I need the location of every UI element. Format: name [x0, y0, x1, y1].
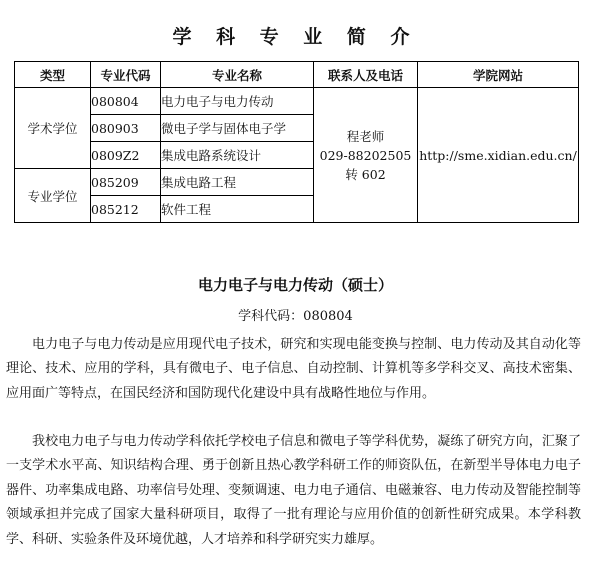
header-website: 学院网站: [418, 62, 579, 88]
header-type: 类型: [15, 62, 91, 88]
table-header-row: [15, 62, 579, 88]
program-name: 集成电路系统设计: [161, 142, 314, 169]
program-name: 集成电路工程: [161, 169, 314, 196]
contact-name: 程老师: [346, 128, 385, 144]
program-name: 微电子学与固体电子学: [161, 115, 314, 142]
header-code: 专业代码: [91, 62, 161, 88]
degree-type-professional: 专业学位: [15, 169, 91, 223]
programs-table: [14, 61, 579, 223]
program-name: 软件工程: [161, 196, 314, 223]
page-title: 学 科 专 业 简 介: [172, 26, 419, 48]
program-code: 080903: [91, 115, 161, 142]
degree-type-academic: 学术学位: [15, 88, 91, 169]
table-row: [15, 88, 579, 115]
program-code: 080804: [91, 88, 161, 115]
header-name: 专业名称: [161, 62, 314, 88]
program-code: 0809Z2: [91, 142, 161, 169]
intro-paragraph: 我校电力电子与电力传动学科依托学校电子信息和微电子等学科优势，凝练了研究方向，汇聚了一支学术水平高、知识结构合理、勇于创新且热心教学科研工作的师资队伍，在新型半导体电力电子器件、功率集成电路、功率信号处理、变频调速、电力电子通信、电磁兼容、电力传动及智能控制等领域承担并完成了国家大量科研项目，取得了一批有理论与应用价值的创新性研究成果。本学科教学、科研、实验条件及环境优越，人才培养和科学研究实力雄厚。: [6, 434, 581, 547]
program-name: 电力电子与电力传动: [161, 88, 314, 115]
contact-phone: 029-88202505: [319, 147, 412, 163]
contact-cell: [314, 88, 418, 223]
header-contact: 联系人及电话: [314, 62, 418, 88]
intro-paragraph: 电力电子与电力传动是应用现代电子技术，研究和实现电能变换与控制、电力传动及其自动化等理论、技术、应用的学科，具有微电子、电子信息、自动控制、计算机等多学科交叉、高技术密集、应用面广等特点，在国民经济和国防现代化建设中具有战略性地位与作用。: [6, 337, 581, 401]
section-heading: 电力电子与电力传动（硕士）: [197, 276, 393, 294]
contact-ext: 转 602: [345, 166, 386, 182]
website-link[interactable]: http://sme.xidian.edu.cn/: [418, 88, 579, 223]
program-code: 085212: [91, 196, 161, 223]
program-code: 085209: [91, 169, 161, 196]
subject-code: 学科代码：080804: [238, 309, 353, 324]
